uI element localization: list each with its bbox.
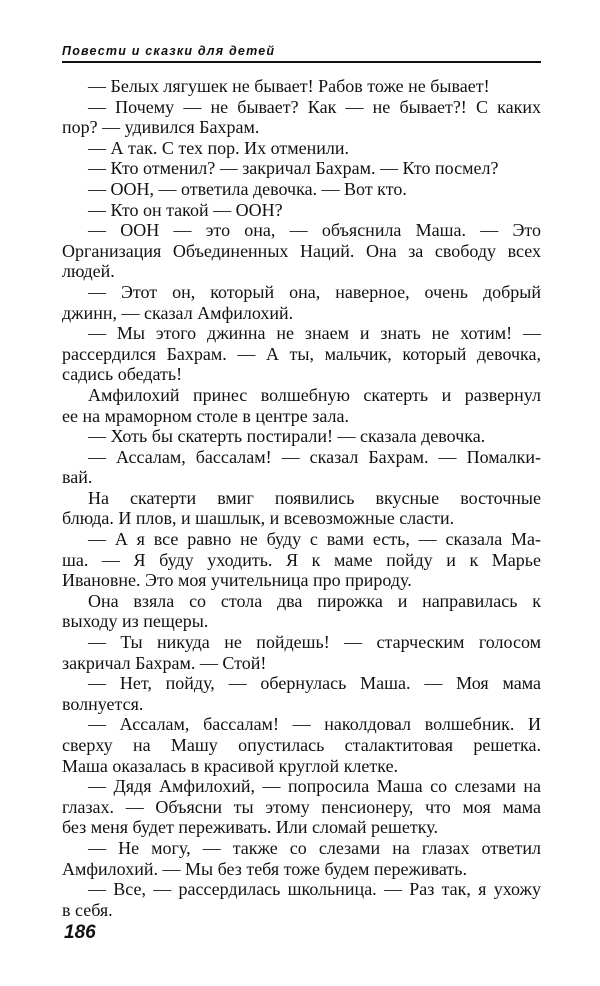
running-title: Повести и сказки для детей <box>62 44 276 58</box>
text-line: ее на мраморном столе в центре зала. <box>62 405 349 426</box>
text-line: — Ассалам, бассалам! — наколдовал волшебник. И <box>88 714 541 735</box>
text-line: — Почему — не бывает? Как — не бывает?! С каких <box>88 96 541 117</box>
text-line: пор? — удивился Бахрам. <box>62 117 260 138</box>
text-line: глазах. — Объясни ты этому пенсионеру, что моя мама <box>62 796 541 817</box>
text-line: волнуется. <box>62 693 144 714</box>
text-line: вай. <box>62 467 93 488</box>
running-header <box>62 43 541 63</box>
text-line: выходу из пещеры. <box>62 611 209 632</box>
text-line: — Мы этого джинна не знаем и знать не хотим! — <box>88 323 541 344</box>
text-line: Организация Объединенных Наций. Она за свободу всех <box>62 240 541 261</box>
text-line: — Ты никуда не пойдешь! — старческим голосом <box>88 632 541 653</box>
text-line: Амфилохий принес волшебную скатерть и развернул <box>88 384 541 405</box>
text-line: джинн, — сказал Амфилохий. <box>62 302 294 323</box>
text-line: ша. — Я буду уходить. Я к маме пойду и к Марье <box>62 549 541 570</box>
text-line: — ООН — это она, — объяснила Маша. — Это <box>88 220 541 241</box>
text-line: — А я все равно не буду с вами есть, — сказала Ма- <box>88 529 541 550</box>
text-line: — Дядя Амфилохий, — попросила Маша со слезами на <box>88 776 541 797</box>
text-line: — Белых лягушек не бывает! Рабов тоже не бывает! <box>88 76 490 96</box>
body-text <box>62 76 541 920</box>
text-line: — Кто он такой — ООН? <box>88 199 283 220</box>
text-line: — Этот он, который она, наверное, очень добрый <box>88 281 541 302</box>
text-line: — Кто отменил? — закричал Бахрам. — Кто посмел? <box>88 158 499 179</box>
text-line: — Все, — рассердилась школьница. — Раз так, я ухожу <box>88 879 541 900</box>
text-line: в себя. <box>62 899 113 920</box>
text-line: — Нет, пойду, — обернулась Маша. — Моя мама <box>88 673 541 694</box>
text-line: — А так. С тех пор. Их отменили. <box>88 137 349 158</box>
text-line: — Не могу, — также со слезами на глазах ответил <box>88 837 541 858</box>
text-line: — Ассалам, бассалам! — сказал Бахрам. — Помалки- <box>88 446 541 467</box>
text-line: блюда. И плов, и шашлык, и всевозможные сласти. <box>62 508 455 529</box>
text-line: рассердился Бахрам. — А ты, мальчик, который девочка, <box>62 343 541 364</box>
text-line: — Хоть бы скатерть постирали! — сказала девочка. <box>88 426 486 447</box>
page-number: 186 <box>64 922 96 943</box>
text-line: Она взяла со стола два пирожка и направилась к <box>88 590 541 611</box>
text-line: сверху на Машу опустилась сталактитовая решетка. <box>62 735 541 755</box>
text-line: Маша оказалась в красивой круглой клетке. <box>62 755 399 776</box>
text-line: — ООН, — ответила девочка. — Вот кто. <box>88 178 407 199</box>
text-line: Амфилохий. — Мы без тебя тоже будем переживать. <box>62 858 467 879</box>
text-line: закричал Бахрам. — Стой! <box>62 652 267 673</box>
text-line: Ивановне. Это моя учительница про природу. <box>62 570 412 591</box>
text-line: садись обедать! <box>62 364 183 385</box>
text-line: На скатерти вмиг появились вкусные восточные <box>88 487 541 508</box>
text-line: без меня будет переживать. Или сломай решетку. <box>62 817 438 838</box>
text-line: людей. <box>62 261 115 282</box>
